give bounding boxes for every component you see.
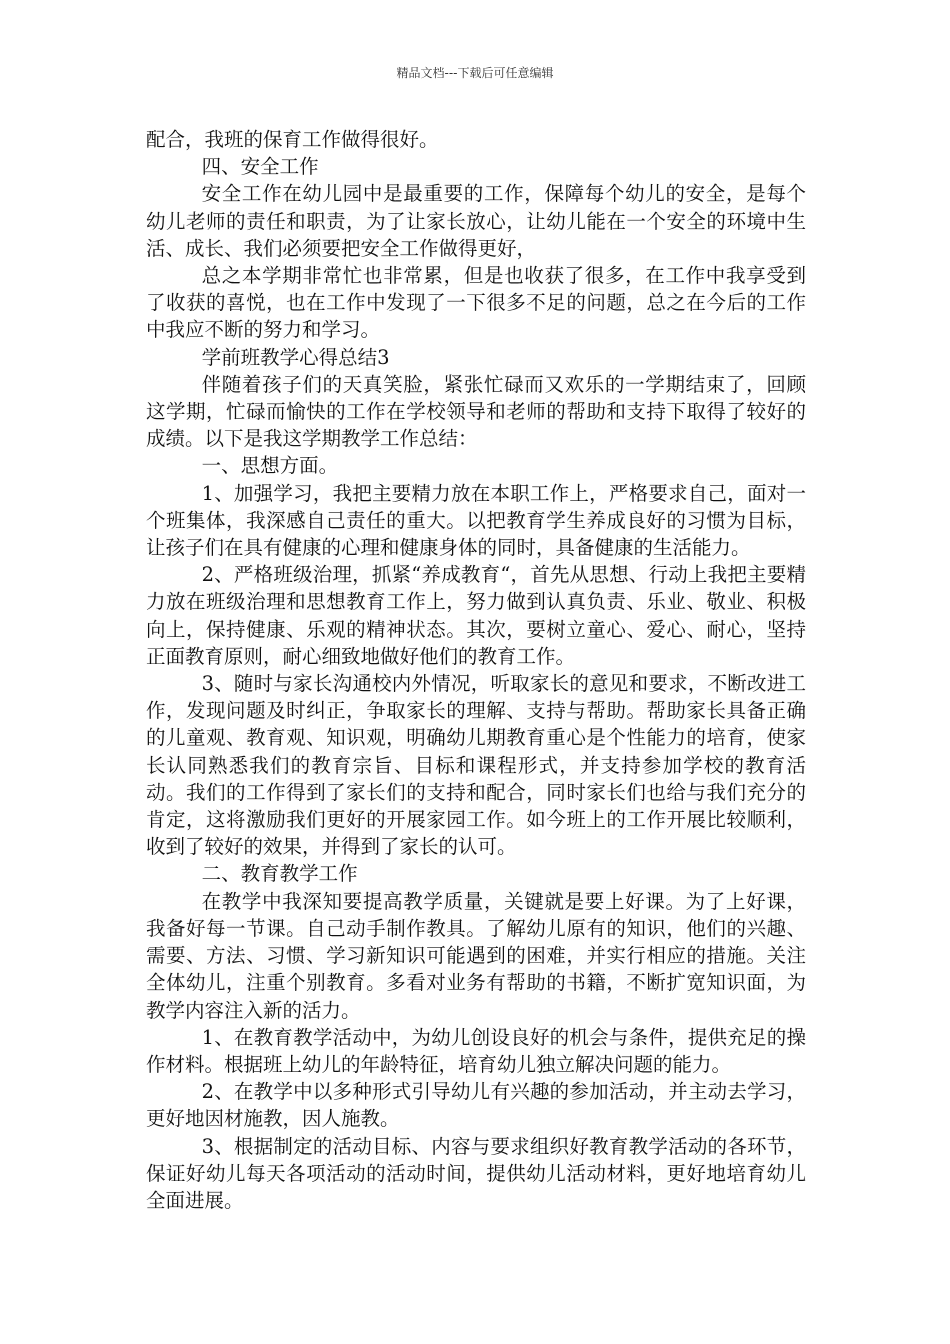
document-body bbox=[146, 126, 806, 1214]
section-heading: 学前班教学心得总结3 bbox=[201, 345, 390, 369]
paragraph: 配合，我班的保育工作做得很好。 bbox=[146, 128, 439, 151]
paragraph: 3、根据制定的活动目标、内容与要求组织好教育教学活动的各环节，保证好幼儿每天各项活动的活动时间，提供幼儿活动材料，更好地培育幼儿全面进展。 bbox=[146, 1134, 806, 1212]
paragraph: 2、在教学中以多种形式引导幼儿有兴趣的参加活动，并主动去学习，更好地因材施教，因人施教。 bbox=[146, 1080, 806, 1131]
paragraph: 1、加强学习，我把主要精力放在本职工作上，严格要求自己，面对一个班集体，我深感自己责任的重大。以把教育学生养成良好的习惯为目标，让孩子们在具有健康的心理和健康身体的同时，具备健康的生活能力。 bbox=[146, 481, 806, 560]
paragraph: 在教学中我深知要提高教学质量，关键就是要上好课。为了上好课，我备好每一节课。自己动手制作教具。了解幼儿原有的知识，他们的兴趣、需要、方法、习惯、学习新知识可能遇到的困难，并实行相应的措施。关注全体幼儿，注重个别教育。多看对业务有帮助的书籍，不断扩宽知识面，为教学内容注入新的活力。 bbox=[146, 889, 806, 1022]
paragraph: 2、严格班级治理，抓紧“养成教育“，首先从思想、行动上我把主要精力放在班级治理和思想教育工作上，努力做到认真负责、乐业、敬业、积极向上，保持健康、乐观的精神状态。其次，要树立童心、爱心、耐心，坚持正面教育原则，耐心细致地做好他们的教育工作。 bbox=[146, 563, 806, 668]
paragraph: 总之本学期非常忙也非常累，但是也收获了很多，在工作中我享受到了收获的喜悦，也在工作中发现了一下很多不足的问题，总之在今后的工作中我应不断的努力和学习。 bbox=[146, 264, 806, 342]
paragraph: 安全工作在幼儿园中是最重要的工作，保障每个幼儿的安全，是每个幼儿老师的责任和职责，为了让家长放心，让幼儿能在一个安全的环境中生活、成长、我们必须要把安全工作做得更好， bbox=[146, 182, 806, 260]
paragraph: 3、随时与家长沟通校内外情况，听取家长的意见和要求，不断改进工作，发现问题及时纠正，争取家长的理解、支持与帮助。帮助家长具备正确的儿童观、教育观、知识观，明确幼儿期教育重心是个性能力的培育，使家长认同熟悉我们的教育宗旨、目标和课程形式，并支持参加学校的教育活动。我们的工作得到了家长们的支持和配合，同时家长们也给与我们充分的肯定，这将激励我们更好的开展家园工作。如今班上的工作开展比较顺利，收到了较好的效果，并得到了家长的认可。 bbox=[146, 672, 806, 859]
section-heading: 一、思想方面。 bbox=[201, 454, 339, 478]
section-heading: 二、教育教学工作 bbox=[201, 862, 358, 886]
paragraph: 1、在教育教学活动中，为幼儿创设良好的机会与条件，提供充足的操作材料。根据班上幼儿的年龄特征，培育幼儿独立解决问题的能力。 bbox=[146, 1025, 806, 1076]
page-header: 精品文档---下载后可任意编辑 bbox=[396, 66, 554, 80]
paragraph: 伴随着孩子们的天真笑脸，紧张忙碌而又欢乐的一学期结束了，回顾这学期，忙碌而愉快的工作在学校领导和老师的帮助和支持下取得了较好的成绩。以下是我这学期教学工作总结： bbox=[146, 372, 806, 451]
section-heading: 四、安全工作 bbox=[201, 155, 319, 179]
